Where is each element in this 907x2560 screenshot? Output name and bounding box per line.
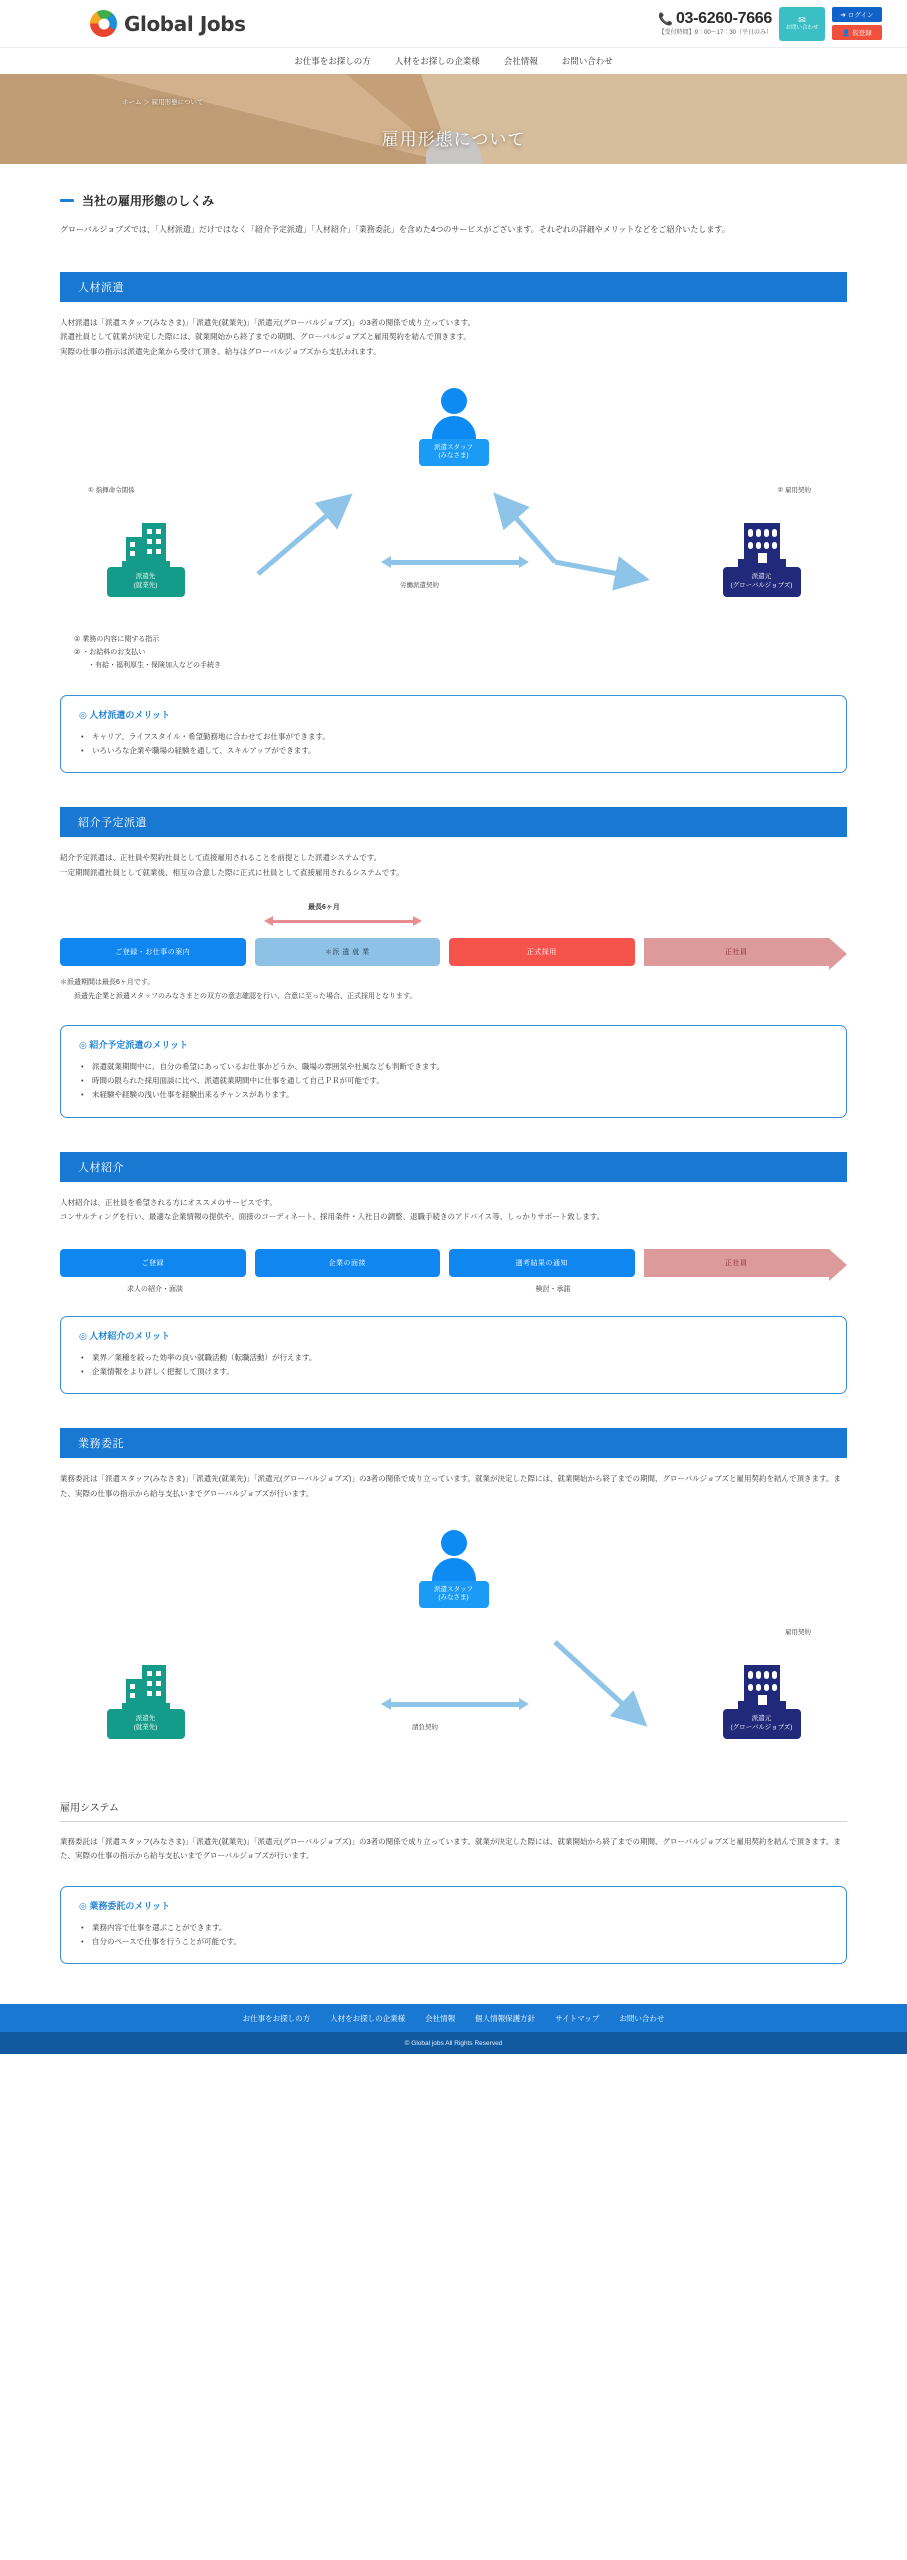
merit-item: • キャリア、ライフスタイル・希望勤務地に合わせてお仕事ができます。 [79,730,828,744]
flow-step[interactable]: 正社員 [644,1249,830,1277]
left-company-node [98,1657,193,1739]
arrow-label-bottom: 請負契約 [412,1723,438,1731]
span-arrow-icon [272,920,414,923]
haken-triangle-diagram [60,382,847,627]
page-title: 雇用形態について [381,130,526,149]
heading-dash-icon [60,199,74,202]
flow-step[interactable]: 選考結果の通知 [449,1249,635,1277]
left-company-label [107,567,185,597]
flow-steps [60,1249,847,1277]
register-button[interactable] [832,25,882,40]
footer-nav-company-info[interactable]: 会社情報 [425,2013,456,2023]
building-teal-icon [98,515,193,567]
span-label: 最長6ヶ月 [308,904,340,912]
phone-hours: 【受付時間】9：00〜17：30（平日のみ） [658,30,772,36]
shokai-merit-title: ◎ 人材紹介のメリット [79,1330,170,1341]
contact-button[interactable] [779,7,825,41]
left-label-line1: 派遣先 [135,573,156,581]
intro-heading-label: 当社の雇用形態のしくみ [82,194,215,208]
bottom-arrow-line [390,1702,520,1707]
flow-step[interactable]: ご登録・お仕事の案内 [60,938,246,966]
flow-sub-label: 検討・承諾 [535,1285,571,1293]
right-label-line1: 派遣元 [751,1715,772,1723]
logo-text: Global Jobs [124,11,246,36]
merit-item: • 業務内容で仕事を選ぶことができます。 [79,1921,828,1935]
login-button[interactable] [832,7,882,22]
flow-step[interactable]: 企業の面接 [255,1249,441,1277]
employment-system-heading: 雇用システム [60,1799,847,1822]
login-icon: ➜ [840,11,846,19]
shokai-flow-diagram [60,1249,847,1294]
hero-inner [0,74,907,164]
shokai-yotei-merit-list [79,1060,828,1103]
building-navy-icon [714,1657,809,1709]
register-button-label: 仮登録 [852,30,872,37]
footer-nav-contact[interactable]: お問い合わせ [619,2013,665,2023]
merit-item: • 自分のペースで仕事を行うことが可能です。 [79,1935,828,1949]
merit-item: • 未経験や経験の浅い仕事を経験出来るチャンスがあります。 [79,1088,828,1102]
section-header-haken: 人材派遣 [60,272,847,302]
shokai-line-1: 人材紹介は、正社員を希望される方にオススメのサービスです。 [60,1197,277,1207]
breadcrumb: ホーム ＞ 雇用形態について [122,99,204,106]
haken-note-1: ① 業務の内容に関する指示 [74,635,160,643]
section-header-shokai-yotei: 紹介予定派遣 [60,807,847,837]
login-button-label: ログイン [847,12,874,19]
bottom-arrow-line [390,560,520,565]
flow-steps [60,938,847,966]
building-teal-icon [98,1657,193,1709]
header-right-group [658,7,882,41]
staff-label-line1: 派遣スタッフ [434,1585,473,1593]
haken-note-3: ・有給・福利厚生・保険加入などの手続き [88,662,221,670]
flow-step[interactable]: ご登録 [60,1249,246,1277]
section-header-itaku: 業務委託 [60,1428,847,1458]
footer-nav-jobseekers[interactable]: お仕事をお探しの方 [242,2013,311,2023]
site-header [0,0,907,47]
shokai-yotei-flow-diagram [60,902,847,966]
shokai-yotei-line-1: 紹介予定派遣は、正社員や契約社員として直接雇用されることを前提とした派遣システムです。 [60,853,382,863]
shokai-yotei-notes [60,976,847,1003]
haken-body [60,316,847,360]
shokai-yotei-line-2: 一定期間派遣社員として就業後、相互の合意した際に正式に社員として直接雇用されるシステムです。 [60,867,404,877]
left-company-node [98,515,193,597]
staff-label-line2: (みなさま) [438,1594,469,1602]
haken-merit-list [79,730,828,759]
arrow-label-bottom: 労働派遣契約 [400,581,439,589]
phone-number: 03-6260-7666 [675,10,772,28]
intro-heading [60,192,847,209]
staff-label-line1: 派遣スタッフ [434,443,473,451]
left-company-label [107,1709,185,1739]
contact-button-label: お問い合わせ [785,24,819,31]
merit-item: • 業界／業種を絞った効率の良い就職活動（転職活動）が行えます。 [79,1351,828,1365]
flow-sub-label: 求人の紹介・面談 [127,1285,183,1293]
arrow-label-right: ② 雇用契約 [777,486,811,494]
shokai-merit-list [79,1351,828,1380]
merit-item: • 派遣就業期間中に、自分の希望にあっているお仕事かどうか、職場の雰囲気や社風なども判断できます。 [79,1060,828,1074]
intro-paragraph: グローバルジョブズでは、「人材派遣」だけではなく「紹介予定派遣」「人材紹介」「業務委託」を含めた4つのサービスがございます。それぞれの詳細やメリットなどをご紹介いたします。 [60,225,730,234]
main-navigation [0,47,907,74]
hero-banner [0,74,907,164]
shokai-yotei-note-2: 派遣先企業と派遣スタッフのみなさまとの双方の意志確認を行い、合意に至った場合、正式採用となります。 [74,992,417,1000]
site-logo[interactable] [90,10,246,37]
flow-sub-labels [60,1284,847,1294]
nav-item-company-info[interactable]: 会社情報 [503,56,538,66]
merit-item: • いろいろな企業や職場の経験を通して、スキルアップができます。 [79,744,828,758]
left-label-line1: 派遣先 [135,1715,156,1723]
mail-icon: ✉ [798,14,806,25]
section-header-shokai: 人材紹介 [60,1152,847,1182]
shokai-yotei-body [60,851,847,880]
left-label-line2: (就業先) [133,1723,158,1731]
itaku-merit-list [79,1921,828,1950]
shokai-yotei-note-1: ＊派遣期間は最長6ヶ月です。 [60,979,155,987]
footer-nav-companies[interactable]: 人材をお探しの企業様 [330,2013,406,2023]
nav-item-jobseekers[interactable]: お仕事をお探しの方 [294,56,371,66]
flow-sub-label [657,1284,847,1294]
auth-button-group [832,7,882,40]
user-icon: 👤 [842,29,851,37]
itaku-triangle-diagram [60,1524,847,1769]
haken-line-3: 実際の仕事の指示は派遣先企業から受けて頂き、給与はグローバルジョブズから支払われます。 [60,347,381,357]
phone-block [658,10,772,36]
shokai-body [60,1196,847,1225]
phone-row [658,10,772,28]
building-navy-icon [714,515,809,567]
footer-copyright-bar [0,2032,907,2054]
arrow-label-right: 雇用契約 [785,1628,811,1636]
flow-step[interactable]: 正社員 [644,938,830,966]
flow-step[interactable]: ＊派 遣 就 業 [255,938,441,966]
right-company-node [714,515,809,597]
haken-line-2: 派遣社員として就業が決定した際には、就業開始から終了までの期間、グローバルジョブズと雇用契約を結んで頂きます。 [60,332,471,342]
arrow-label-left: ① 指揮命令関係 [88,486,135,494]
phone-icon: 📞 [658,11,673,26]
right-company-node [714,1657,809,1739]
right-label-line2: (グローバルジョブズ) [730,581,793,589]
shokai-yotei-merit-box [60,1025,847,1118]
nav-item-contact[interactable]: お問い合わせ [561,56,613,66]
span-arrow-wrap [60,902,847,928]
footer-nav-privacy[interactable]: 個人情報保護方針 [475,2013,536,2023]
right-label-line1: 派遣元 [751,573,772,581]
itaku-merit-box [60,1886,847,1965]
flow-sub-label [259,1284,449,1294]
shokai-merit-box [60,1316,847,1395]
right-company-label [723,1709,801,1739]
left-label-line2: (就業先) [133,581,158,589]
nav-item-companies[interactable]: 人材をお探しの企業様 [394,56,480,66]
haken-merit-box [60,695,847,774]
employment-system-text: 業務委託は「派遣スタッフ(みなさま)」「派遣先(就業先)」「派遣元(グローバルジョブズ)」の3者の関係で成り立っています。就業が決定した際には、就業開始から終了までの期間、グローバルジョブズと雇用契約を結んで頂きます。また、実際の仕事の指示から給与支払いまでグローバルジョブズが行います。 [60,1836,841,1861]
shokai-line-2: コンサルティングを行い、最適な企業情報の提供や、面接のコーディネート、採用条件・入社日の調整、退職手続きのアドバイス等、しっかりサポート致します。 [60,1212,605,1222]
logo-mark-icon [90,10,117,37]
haken-note-2: ② ・お給料のお支払い [74,648,146,656]
right-company-label [723,567,801,597]
merit-item: • 企業情報をより詳しく把握して頂けます。 [79,1365,828,1379]
haken-notes [60,633,847,673]
footer-copyright-text: © Global jobs All Rights Reserved [404,2039,503,2047]
haken-merit-title: ◎ 人材派遣のメリット [79,709,170,720]
main-content [0,164,907,1964]
merit-item: • 時間の限られた採用面談に比べ、派遣就業期間中に仕事を通して自己ＰＲが可能です。 [79,1074,828,1088]
footer-navigation [0,2004,907,2032]
itaku-merit-title: ◎ 業務委託のメリット [79,1900,170,1911]
itaku-body: 業務委託は「派遣スタッフ(みなさま)」「派遣先(就業先)」「派遣元(グローバルジョブズ)」の3者の関係で成り立っています。就業が決定した際には、就業開始から終了までの期間、グローバルジョブズと雇用契約を結んで頂きます。また、実際の仕事の指示から給与支払いまでグローバルジョブズが行います。 [60,1474,841,1499]
shokai-yotei-merit-title: ◎ 紹介予定派遣のメリット [79,1039,188,1050]
footer-nav-sitemap[interactable]: サイトマップ [555,2013,600,2023]
flow-step[interactable]: 正式採用 [449,938,635,966]
right-label-line2: (グローバルジョブズ) [730,1723,793,1731]
haken-line-1: 人材派遣は「派遣スタッフ(みなさま)」「派遣先(就業先)」「派遣元(グローバルジョブズ)」の3者の関係で成り立っています。 [60,317,476,327]
staff-label-line2: (みなさま) [438,452,469,460]
